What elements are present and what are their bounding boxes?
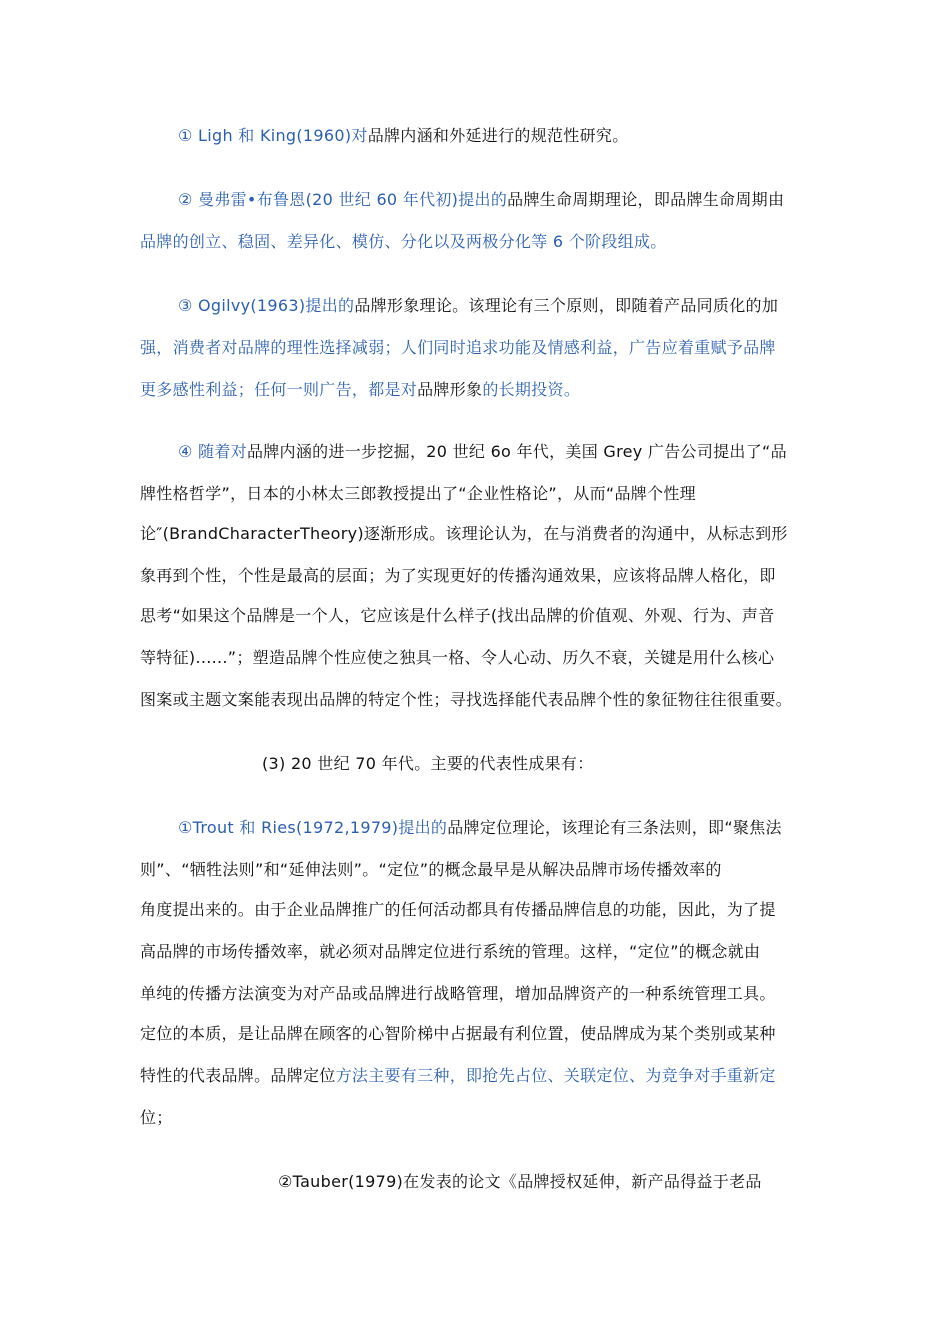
paragraph-3-line-3 xyxy=(140,380,580,400)
text-segment: 则”、“牺牲法则”和“延伸法则”。“定位”的概念最早是从解决品牌市场传播效率的 xyxy=(140,860,722,879)
text-segment: ④ 随着对 xyxy=(178,442,247,461)
paragraph-4-line-7 xyxy=(140,690,816,710)
text-segment: 品牌内涵和外延进行的规范性研究。 xyxy=(367,126,629,145)
paragraph-5-line-5 xyxy=(140,984,816,1004)
text-segment: 品牌形象 xyxy=(417,380,483,399)
text-segment: 品牌定位 xyxy=(384,942,450,961)
paragraph-6-line-1 xyxy=(278,1172,762,1192)
text-segment: 论″(BrandCharacterTheory)逐渐形成。该理论认为，在与消费者的沟通中，从标志到形 xyxy=(140,524,788,543)
text-segment: 等特征)......”；塑造品牌个性应使之独具一格、令人心动、历久不衰，关键是用什么核心 xyxy=(140,648,775,667)
paragraph-4-line-1 xyxy=(178,442,806,462)
paragraph-2-line-1 xyxy=(178,190,804,210)
text-segment: 角度提出来的。由于企业品牌推广的任何活动都具有传播品牌信息的功能，因此，为了提 xyxy=(140,900,776,919)
text-segment: 品牌的创立、稳固、差异化、模仿、分化以及两极分化等 6 个阶段组成。 xyxy=(140,232,667,251)
text-segment: ③ Ogilvy(1963)提出的 xyxy=(178,296,355,315)
text-segment: ②Tauber(1979)在发表的论文《品牌授权延伸，新产品得益于老品 xyxy=(278,1172,762,1191)
paragraph-4-line-5 xyxy=(140,606,806,626)
paragraph-5-line-2 xyxy=(140,860,806,880)
text-segment: 教授提出了“企业性格论”，从而“品牌个性理 xyxy=(376,484,696,503)
text-segment: ② 曼弗雷•布鲁恩(20 世纪 60 年代初)提出的 xyxy=(178,190,508,209)
text-segment: 进行系统的管理。这样，“定位”的概念就由 xyxy=(449,942,761,961)
paragraph-4-line-2 xyxy=(140,484,696,504)
text-segment: 位； xyxy=(140,1108,173,1127)
paragraph-5-line-3 xyxy=(140,900,816,920)
text-segment: 强，消费者对品牌的理性选择减弱；人们同时追求功能及情感利益，广告应着重赋予品牌 xyxy=(140,338,776,357)
text-segment: 特性的代表品牌。品牌定位 xyxy=(140,1066,336,1085)
paragraph-4-line-6 xyxy=(140,648,806,668)
text-segment: 品牌生命周期理论，即品牌生命周期由 xyxy=(507,190,785,209)
paragraph-3-line-2 xyxy=(140,338,806,358)
paragraph-4-line-3 xyxy=(140,524,806,544)
paragraph-1-line-1 xyxy=(178,126,629,146)
paragraph-5-line-1 xyxy=(178,818,806,838)
text-segment: 更多感性利益；任何一则广告，都是对 xyxy=(140,380,418,399)
text-segment: 品牌定位理论，该理论有三条法则，即“聚焦法 xyxy=(447,818,782,837)
text-segment: 品牌内涵 xyxy=(246,442,313,461)
paragraph-4-line-4 xyxy=(140,566,806,586)
text-segment: 品牌形象理论。该理论有三个原则，即随着产品同质化的加 xyxy=(354,296,779,315)
text-segment: 定位的本质，是让品牌在顾客的心智阶梯中占据最有利位置，使品牌成为某个类别或某种 xyxy=(140,1024,776,1043)
text-segment: 的进一步挖掘，20 世纪 6o 年代，美国 Grey 广告公司提出了“品 xyxy=(312,442,787,461)
text-segment: 的长期投资。 xyxy=(482,380,581,399)
paragraph-5-line-4 xyxy=(140,942,816,962)
text-segment: 象再到个性，个性是最高的层面；为了实现更好的传播沟通效果，应该将品牌人格化，即 xyxy=(140,566,776,585)
paragraph-5-line-7 xyxy=(140,1066,816,1086)
paragraph-5-line-8 xyxy=(140,1108,173,1128)
text-segment: 高品牌的市场传播效率，就必须对 xyxy=(140,942,385,961)
text-segment: 牌性格哲学”，日本的小林太三郎 xyxy=(140,484,377,503)
text-segment: 单纯的传播方法演变为对产品或品牌进行战略管理，增加品牌资产的一种系统管理工具。 xyxy=(140,984,776,1003)
text-segment: ① Ligh 和 King(1960)对 xyxy=(178,126,368,145)
section-heading-70s xyxy=(262,754,594,774)
text-segment: 图案或主题文案能表现出品牌的特定个性；寻找选择能代表品牌个性的象征物往往很重要。 xyxy=(140,690,793,709)
text-segment: 思考“如果这个品牌是一个人，它应该是什么样子(找出品牌的价值观、外观、行为、声音 xyxy=(140,606,775,625)
paragraph-5-line-6 xyxy=(140,1024,816,1044)
paragraph-2-line-2 xyxy=(140,232,667,252)
text-segment: (3) 20 世纪 70 年代。主要的代表性成果有： xyxy=(262,754,594,773)
text-segment: ①Trout 和 Ries(1972,1979)提出的 xyxy=(178,818,448,837)
paragraph-3-line-1 xyxy=(178,296,806,316)
text-segment: 方法主要有三种，即抢先占位、关联定位、为竞争对手重新定 xyxy=(335,1066,776,1085)
